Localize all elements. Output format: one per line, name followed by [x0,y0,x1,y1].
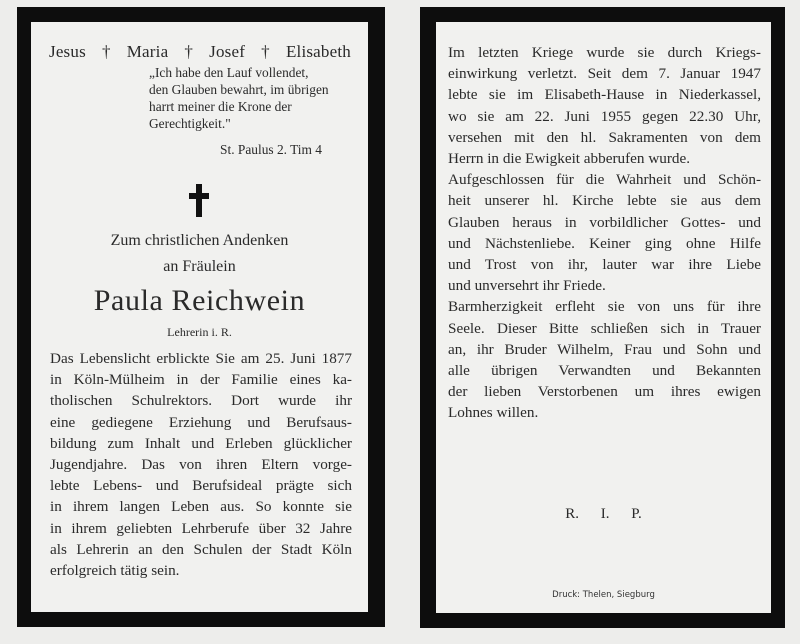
text-line: Das Lebenslicht erblickte Sie am 25. Juni 1877 [50,350,352,367]
name-josef: Josef [209,42,246,61]
text-line: an, ihr Bruder Wilhelm, Frau und Sohn und [448,340,761,358]
quote-line: Gerechtigkeit." [149,116,231,131]
text-line: Barmherzigkeit erfleht sie von uns für ihre [448,298,761,316]
dagger-icon: † [101,42,111,61]
text-line: in ihrem langen Leben aus. So konnte sie [50,498,352,516]
card-paper-back [436,22,771,613]
text-line: in ihrem geliebten Lehrberufe über 32 Jahre [50,519,352,537]
text-line: und unversehrt ihr Friede. [448,277,606,295]
text-line: versehen mit den hl. Sakramenten von dem [448,128,761,146]
text-line: in Köln-Mülheim in der Familie eines ka- [50,371,352,389]
text-line: heit unserer hl. Kirche lebte sie aus dem [448,192,761,210]
cross-icon [189,184,209,217]
printer-credit: Druck: Thelen, Siegburg [552,590,655,600]
card-paper-front [31,22,368,612]
name-jesus: Jesus [49,42,86,61]
text-line: tholischen Schulrektors. Dort wurde ihr [50,392,352,410]
text-line: Herrn in die Ewigkeit abberufen wurde. [448,150,691,168]
text-line: Lohnes willen. [448,404,539,422]
holy-family-names [49,42,351,62]
text-line: eine gediegene Erziehung und Berufsaus- [50,413,352,431]
text-line: alle übrigen Verwandten und Bekannten [448,362,761,380]
profession: Lehrerin i. R. [167,325,232,339]
rip-closing: R. I. P. [565,506,642,522]
text-line: Glauben heraus in vorbildlicher Gottes- und [448,213,761,231]
biography [50,348,352,581]
text-line: Aufgeschlossen für die Wahrheit und Schön- [448,171,761,189]
dedication-line-2: an Fräulein [163,258,236,275]
quote-reference: St. Paulus 2. Tim 4 [220,142,322,157]
quote-line: „Ich habe den Lauf vollendet, [149,65,309,80]
text-line: lebte sie im Elisabeth-Hause in Niederkassel, [448,86,761,104]
text-line: Seele. Dieser Bitte schließen sich in Trauer [448,319,761,337]
text-line: Im letzten Kriege wurde sie durch Kriegs- [448,44,761,61]
deceased-name: Paula Reichwein [93,284,306,317]
text-line: einwirkung verletzt. Seit dem 7. Januar 1947 [448,65,761,83]
text-line: bildung zum Inhalt und Erleben glücklicher [50,434,352,452]
dagger-icon: † [184,42,194,61]
scripture-quote [149,64,359,132]
text-line: lebte Lebens- und Berufsideal prägte sich [50,477,352,495]
memorial-card-back [420,7,785,628]
name-elisabeth: Elisabeth [285,42,351,61]
dagger-icon: † [261,42,270,61]
text-line: der lieben Verstorbenen um ihres ewigen [448,383,761,401]
text-line: Jugendjahre. Das von ihren Eltern vorge- [50,456,352,474]
memorial-card-front [17,7,385,627]
text-line: als Lehrerin an den Schulen der Stadt Köln [50,540,352,558]
life-text [448,42,761,424]
quote-line: den Glauben bewahrt, im übrigen [149,82,329,97]
name-maria: Maria [126,42,169,61]
text-line: und Nächstenliebe. Keiner ging ohne Hilfe [448,234,761,252]
dedication-line-1: Zum christlichen Andenken [110,232,289,249]
text-line: erfolgreich tätig sein. [50,562,180,580]
quote-line: harrt meiner die Krone der [149,99,292,114]
text-line: und Trost von ihr, lauter war ihre Liebe [448,256,761,274]
text-line: wo sie am 22. Juni 1955 gegen 22.30 Uhr, [448,107,761,125]
